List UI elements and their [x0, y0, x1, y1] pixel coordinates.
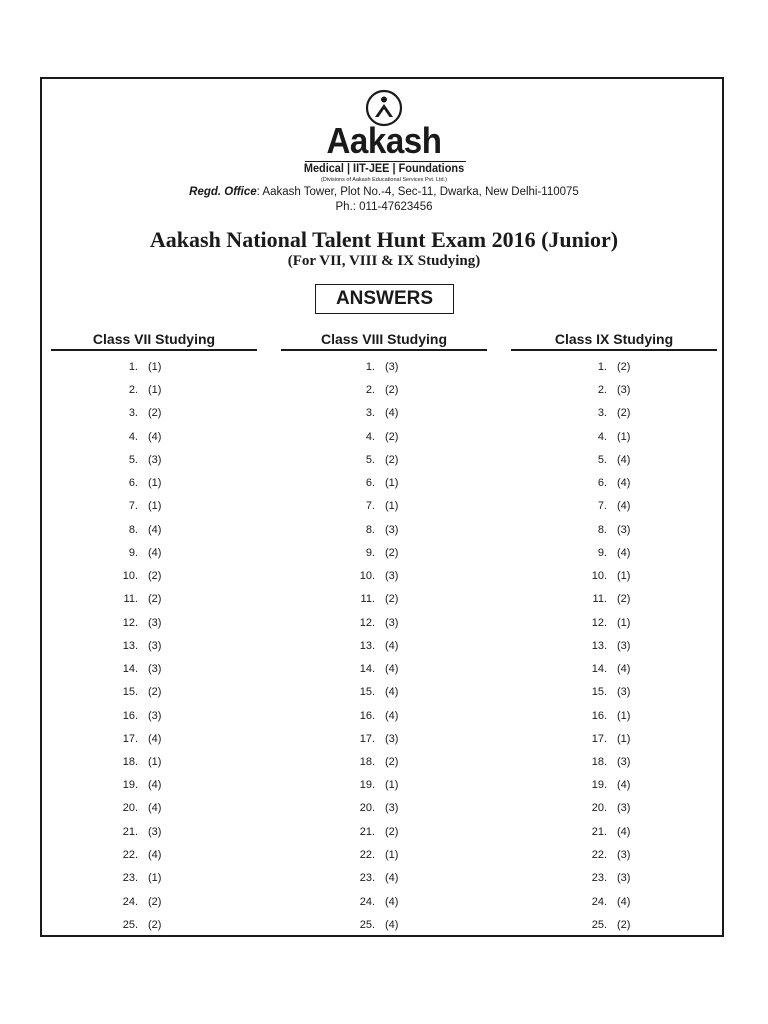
class-ix-heading: Class IX Studying — [554, 331, 674, 347]
answer-option: (1) — [617, 733, 631, 745]
answer-option: (1) — [148, 477, 162, 489]
class-ix-answer-row — [581, 498, 651, 514]
class-viii-answer-row — [349, 917, 419, 933]
question-number: 3. — [597, 407, 607, 419]
question-number: 3. — [128, 407, 138, 419]
question-number: 11. — [123, 593, 138, 605]
class-vii-answer-row — [112, 917, 182, 933]
class-vii-answer-row — [112, 452, 182, 468]
class-vii-answer-row — [112, 382, 182, 398]
class-vii-heading-rule — [51, 349, 257, 351]
class-vii-answer-row — [112, 754, 182, 770]
regd-label: Regd. Office — [189, 186, 257, 198]
question-number: 11. — [592, 593, 607, 605]
answer-option: (1) — [148, 756, 162, 768]
answer-option: (3) — [148, 663, 162, 675]
answer-option: (3) — [617, 849, 631, 861]
class-viii-answer-row — [349, 405, 419, 421]
question-number: 10. — [359, 570, 375, 582]
class-ix-answer-row — [581, 894, 651, 910]
answer-option: (1) — [617, 617, 631, 629]
answers-heading: ANSWERS — [315, 284, 454, 314]
answer-option: (2) — [617, 407, 631, 419]
class-vii-answer-row — [112, 475, 182, 491]
question-number: 9. — [365, 547, 375, 559]
question-number: 21. — [122, 826, 138, 838]
class-vii-answer-row — [112, 824, 182, 840]
class-ix-answer-row — [581, 429, 651, 445]
answer-option: (3) — [617, 524, 631, 536]
answer-option: (3) — [148, 640, 162, 652]
class-viii-answer-row — [349, 452, 419, 468]
answer-option: (3) — [617, 756, 631, 768]
answer-option: (4) — [385, 896, 399, 908]
question-number: 4. — [128, 431, 138, 443]
answer-option: (2) — [385, 384, 399, 396]
class-vii-answer-row — [112, 684, 182, 700]
class-viii-answer-row — [349, 615, 419, 631]
answer-option: (2) — [617, 593, 631, 605]
answer-option: (1) — [617, 431, 631, 443]
question-number: 25. — [122, 919, 138, 931]
question-number: 13. — [359, 640, 375, 652]
question-number: 1. — [128, 361, 138, 373]
question-number: 15. — [591, 686, 607, 698]
answer-option: (3) — [385, 570, 399, 582]
question-number: 10. — [122, 570, 138, 582]
question-number: 18. — [359, 756, 375, 768]
class-ix-answer-row — [581, 522, 651, 538]
question-number: 20. — [122, 802, 138, 814]
question-number: 5. — [128, 454, 138, 466]
exam-title: Aakash National Talent Hunt Exam 2016 (Junior) — [149, 227, 619, 252]
question-number: 8. — [365, 524, 375, 536]
answer-option: (2) — [385, 593, 399, 605]
class-viii-answer-row — [349, 498, 419, 514]
answer-option: (1) — [617, 570, 631, 582]
exam-subtitle: (For VII, VIII & IX Studying) — [287, 253, 481, 269]
class-ix-answer-row — [581, 452, 651, 468]
class-ix-answer-row — [581, 475, 651, 491]
class-vii-answer-row — [112, 847, 182, 863]
class-vii-answer-row — [112, 638, 182, 654]
question-number: 17. — [359, 733, 375, 745]
question-number: 20. — [359, 802, 375, 814]
question-number: 25. — [591, 919, 607, 931]
question-number: 9. — [597, 547, 607, 559]
answer-option: (4) — [617, 454, 631, 466]
answer-option: (4) — [385, 710, 399, 722]
question-number: 10. — [591, 570, 607, 582]
question-number: 1. — [597, 361, 607, 373]
answer-option: (3) — [617, 686, 631, 698]
answer-option: (2) — [385, 756, 399, 768]
answer-option: (4) — [385, 663, 399, 675]
class-vii-heading: Class VII Studying — [92, 331, 216, 347]
question-number: 24. — [359, 896, 375, 908]
class-vii-answer-row — [112, 800, 182, 816]
answer-option: (4) — [148, 779, 162, 791]
question-number: 2. — [128, 384, 138, 396]
class-ix-answer-row — [581, 545, 651, 561]
answer-option: (2) — [148, 686, 162, 698]
class-viii-answer-row — [349, 545, 419, 561]
class-vii-answer-row — [112, 545, 182, 561]
question-number: 1. — [365, 361, 375, 373]
question-number: 23. — [591, 872, 607, 884]
class-viii-answer-row — [349, 684, 419, 700]
answer-option: (4) — [617, 547, 631, 559]
class-ix-answer-row — [581, 708, 651, 724]
class-ix-answer-row — [581, 382, 651, 398]
question-number: 19. — [122, 779, 138, 791]
question-number: 17. — [591, 733, 607, 745]
question-number: 2. — [597, 384, 607, 396]
class-viii-answer-row — [349, 777, 419, 793]
question-number: 4. — [365, 431, 375, 443]
class-viii-answer-row — [349, 708, 419, 724]
question-number: 12. — [122, 617, 138, 629]
question-number: 2. — [365, 384, 375, 396]
class-vii-answer-row — [112, 429, 182, 445]
question-number: 12. — [591, 617, 607, 629]
question-number: 18. — [122, 756, 138, 768]
answer-option: (2) — [617, 361, 631, 373]
class-vii-answer-row — [112, 777, 182, 793]
question-number: 7. — [597, 500, 607, 512]
class-vii-answer-row — [112, 731, 182, 747]
answer-option: (2) — [385, 547, 399, 559]
class-ix-answer-row — [581, 917, 651, 933]
answer-option: (4) — [385, 640, 399, 652]
question-number: 4. — [597, 431, 607, 443]
class-vii-answer-row — [112, 894, 182, 910]
answer-option: (1) — [148, 384, 162, 396]
class-ix-heading-rule — [511, 349, 717, 351]
class-ix-answer-row — [581, 615, 651, 631]
answer-option: (4) — [385, 686, 399, 698]
class-viii-answer-row — [349, 638, 419, 654]
question-number: 16. — [359, 710, 375, 722]
answer-option: (4) — [148, 524, 162, 536]
class-vii-answer-row — [112, 708, 182, 724]
answer-option: (2) — [617, 919, 631, 931]
answer-option: (2) — [148, 407, 162, 419]
class-ix-answer-row — [581, 870, 651, 886]
phone-number: Ph.: 011-47623456 — [335, 201, 433, 213]
class-viii-heading: Class VIII Studying — [320, 331, 448, 347]
answer-option: (2) — [148, 919, 162, 931]
question-number: 3. — [365, 407, 375, 419]
answer-option: (4) — [617, 477, 631, 489]
question-number: 8. — [597, 524, 607, 536]
question-number: 14. — [591, 663, 607, 675]
question-number: 14. — [122, 663, 138, 675]
question-number: 13. — [122, 640, 138, 652]
question-number: 16. — [591, 710, 607, 722]
answer-option: (3) — [385, 617, 399, 629]
class-viii-answer-row — [349, 894, 419, 910]
question-number: 9. — [128, 547, 138, 559]
question-number: 24. — [591, 896, 607, 908]
answer-option: (1) — [385, 500, 399, 512]
class-viii-answer-row — [349, 429, 419, 445]
question-number: 23. — [122, 872, 138, 884]
class-viii-answer-row — [349, 800, 419, 816]
question-number: 21. — [591, 826, 607, 838]
class-vii-answer-row — [112, 359, 182, 375]
answer-option: (3) — [148, 454, 162, 466]
answer-option: (4) — [617, 826, 631, 838]
question-number: 15. — [359, 686, 375, 698]
class-vii-answer-row — [112, 498, 182, 514]
answer-option: (3) — [617, 640, 631, 652]
class-ix-answer-row — [581, 777, 651, 793]
answer-option: (4) — [148, 849, 162, 861]
answer-option: (3) — [148, 826, 162, 838]
answer-option: (4) — [617, 663, 631, 675]
question-number: 15. — [122, 686, 138, 698]
class-vii-answer-row — [112, 591, 182, 607]
class-viii-answer-row — [349, 824, 419, 840]
answer-option: (3) — [385, 802, 399, 814]
answer-option: (3) — [385, 524, 399, 536]
question-number: 22. — [591, 849, 607, 861]
class-ix-answer-row — [581, 731, 651, 747]
question-number: 14. — [359, 663, 375, 675]
question-number: 8. — [128, 524, 138, 536]
answer-option: (1) — [148, 500, 162, 512]
class-vii-answer-row — [112, 568, 182, 584]
question-number: 7. — [365, 500, 375, 512]
class-viii-heading-rule — [281, 349, 487, 351]
question-number: 5. — [365, 454, 375, 466]
answer-option: (4) — [385, 872, 399, 884]
answer-option: (1) — [385, 779, 399, 791]
answer-option: (1) — [148, 361, 162, 373]
class-viii-answer-row — [349, 522, 419, 538]
answer-option: (3) — [148, 617, 162, 629]
question-number: 25. — [359, 919, 375, 931]
question-number: 20. — [591, 802, 607, 814]
registered-office — [0, 186, 768, 198]
answer-option: (4) — [148, 733, 162, 745]
answer-option: (1) — [385, 477, 399, 489]
answer-option: (2) — [385, 826, 399, 838]
class-ix-answer-row — [581, 824, 651, 840]
brand-underline — [305, 161, 466, 162]
question-number: 22. — [359, 849, 375, 861]
brand-name: Aakash — [326, 120, 442, 161]
class-ix-answer-row — [581, 591, 651, 607]
answer-option: (4) — [148, 547, 162, 559]
class-viii-answer-row — [349, 591, 419, 607]
answer-option: (4) — [385, 919, 399, 931]
question-number: 24. — [122, 896, 138, 908]
regd-address: : Aakash Tower, Plot No.-4, Sec-11, Dwarka, New Delhi-110075 — [256, 186, 579, 198]
class-ix-answer-row — [581, 754, 651, 770]
question-number: 6. — [365, 477, 375, 489]
answer-option: (3) — [617, 872, 631, 884]
class-ix-answer-row — [581, 684, 651, 700]
class-ix-answer-row — [581, 800, 651, 816]
class-viii-answer-row — [349, 731, 419, 747]
question-number: 16. — [122, 710, 138, 722]
answer-option: (1) — [385, 849, 399, 861]
class-viii-answer-row — [349, 661, 419, 677]
question-number: 23. — [359, 872, 375, 884]
answer-option: (3) — [617, 802, 631, 814]
class-viii-answer-row — [349, 754, 419, 770]
class-ix-answer-row — [581, 847, 651, 863]
class-vii-answer-row — [112, 870, 182, 886]
class-ix-answer-row — [581, 405, 651, 421]
question-number: 13. — [591, 640, 607, 652]
class-viii-answer-row — [349, 870, 419, 886]
answer-option: (2) — [148, 570, 162, 582]
class-viii-answer-row — [349, 475, 419, 491]
question-number: 19. — [591, 779, 607, 791]
question-number: 7. — [128, 500, 138, 512]
answer-option: (4) — [148, 802, 162, 814]
answer-option: (4) — [617, 779, 631, 791]
answer-option: (2) — [385, 454, 399, 466]
question-number: 11. — [360, 593, 375, 605]
class-viii-answer-row — [349, 568, 419, 584]
answer-option: (3) — [385, 733, 399, 745]
question-number: 17. — [122, 733, 138, 745]
answer-option: (3) — [385, 361, 399, 373]
answer-option: (3) — [617, 384, 631, 396]
class-ix-answer-row — [581, 638, 651, 654]
answer-option: (4) — [617, 500, 631, 512]
answer-option: (3) — [148, 710, 162, 722]
question-number: 19. — [359, 779, 375, 791]
question-number: 6. — [128, 477, 138, 489]
brand-tagline: Medical | IIT-JEE | Foundations — [303, 163, 465, 175]
question-number: 21. — [359, 826, 375, 838]
class-viii-answer-row — [349, 847, 419, 863]
class-vii-answer-row — [112, 405, 182, 421]
answer-option: (2) — [148, 593, 162, 605]
question-number: 5. — [597, 454, 607, 466]
answer-option: (1) — [148, 872, 162, 884]
class-vii-answer-row — [112, 661, 182, 677]
class-vii-answer-row — [112, 522, 182, 538]
answer-option: (4) — [148, 431, 162, 443]
question-number: 22. — [122, 849, 138, 861]
question-number: 6. — [597, 477, 607, 489]
division-note: (Divisions of Aakash Educational Services Pvt. Ltd.) — [321, 177, 447, 183]
class-viii-answer-row — [349, 359, 419, 375]
class-viii-answer-row — [349, 382, 419, 398]
answer-option: (4) — [385, 407, 399, 419]
class-ix-answer-row — [581, 359, 651, 375]
answer-option: (4) — [617, 896, 631, 908]
answer-option: (2) — [385, 431, 399, 443]
class-ix-answer-row — [581, 661, 651, 677]
class-ix-answer-row — [581, 568, 651, 584]
question-number: 12. — [359, 617, 375, 629]
question-number: 18. — [591, 756, 607, 768]
answer-option: (2) — [148, 896, 162, 908]
class-vii-answer-row — [112, 615, 182, 631]
answer-option: (1) — [617, 710, 631, 722]
